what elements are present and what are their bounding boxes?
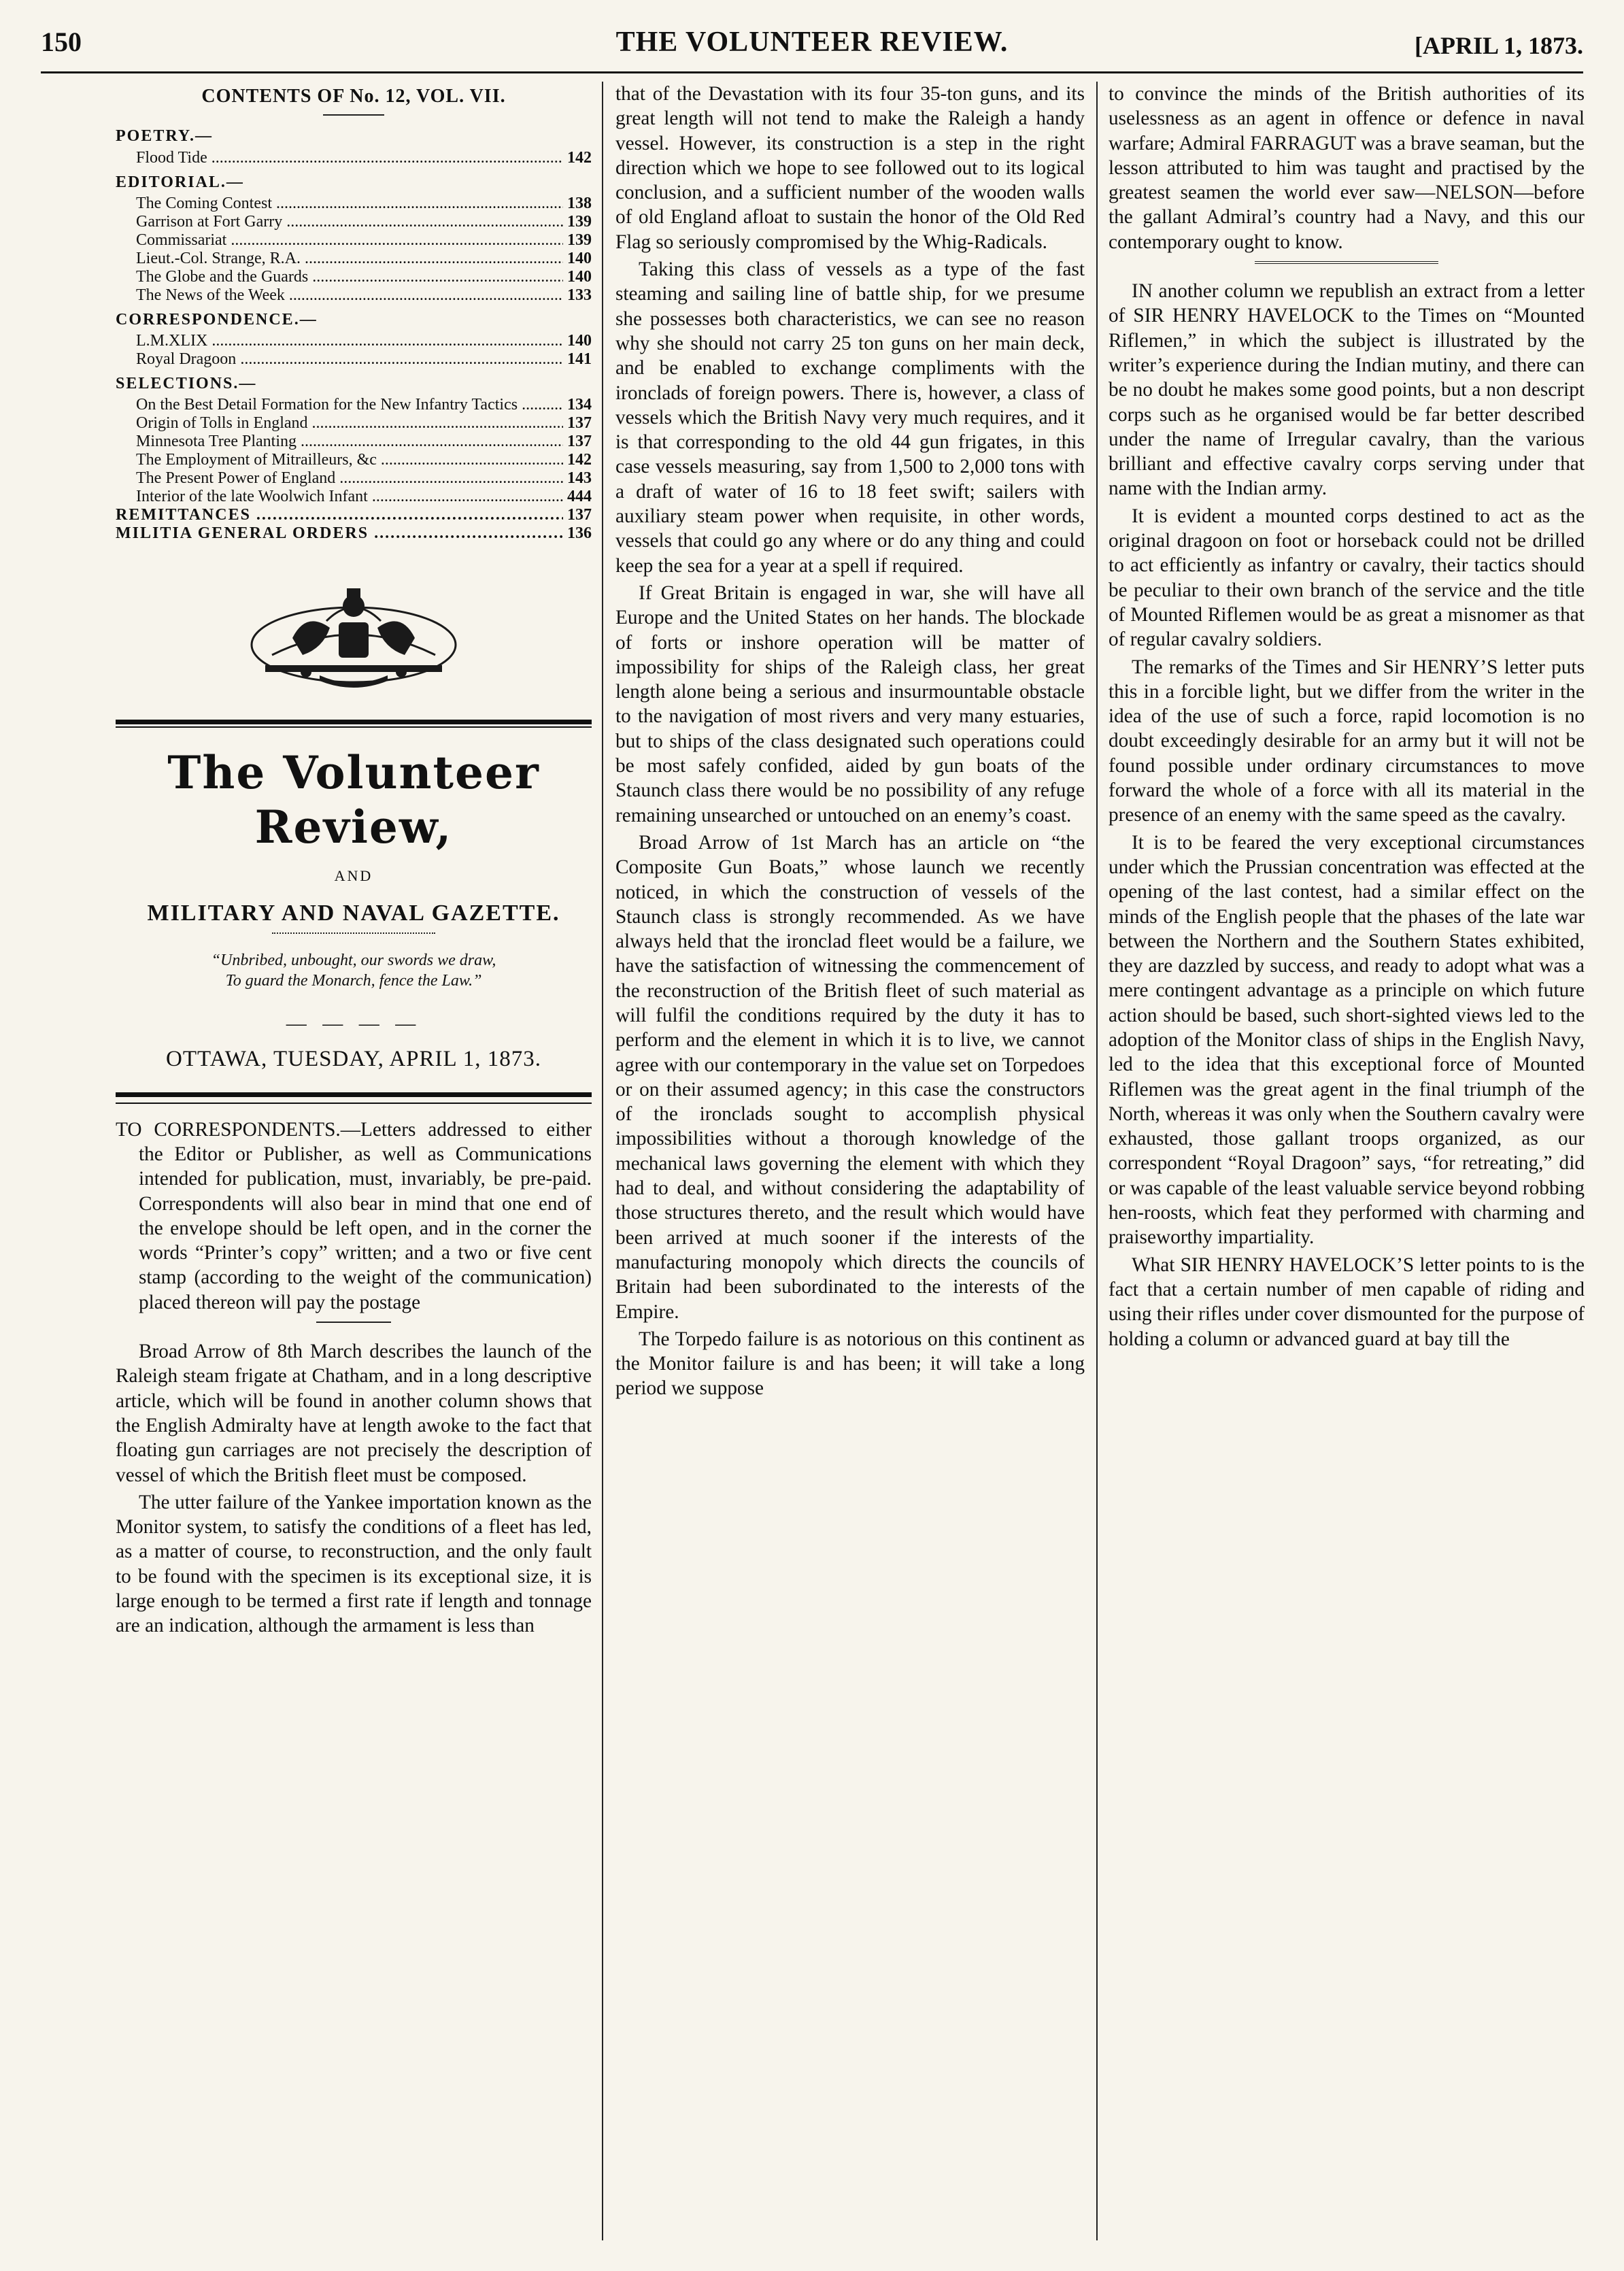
masthead-rule bbox=[116, 720, 592, 724]
contents-item-page: 142 bbox=[567, 148, 592, 167]
contents-item-page: 143 bbox=[567, 469, 592, 488]
contents-item bbox=[116, 195, 592, 213]
contents-section-label: SELECTIONS.— bbox=[116, 375, 257, 393]
contents-item-title: Flood Tide ..... bbox=[136, 149, 563, 167]
article-paragraph: that of the Devastation with its four 35-ton guns, and its great length will not tend to make the Raleigh a handy vessel. However, its construction is a step in the right direction which we hope to see followed out to its logical conclusion, and a sufficient number of the wooden walls of old England afloat to sustain the honor of the Old Red Flag so seriously compromised by the Whig-Radicals. bbox=[615, 83, 1085, 253]
column-2 bbox=[615, 82, 1085, 2244]
header-date: [APRIL 1, 1873. bbox=[1414, 32, 1583, 59]
motto-line-1: “Unbribed, unbought, our swords we draw, bbox=[211, 952, 496, 970]
masthead-title: The Volunteer Review, bbox=[167, 746, 540, 854]
contents-item-page: 137 bbox=[567, 414, 592, 433]
contents-item-page: 139 bbox=[567, 231, 592, 249]
contents-item bbox=[116, 268, 592, 286]
contents-item bbox=[116, 149, 592, 167]
contents-item-page: 138 bbox=[567, 194, 592, 212]
contents-item-page: 141 bbox=[567, 350, 592, 369]
royal-arms-emblem bbox=[224, 573, 483, 692]
motto-line-2: To guard the Monarch, fence the Law.” bbox=[225, 972, 482, 990]
article-paragraph: IN another column we republish an extract from a letter of SIR HENRY HAVELOCK to the Times on “Mounted Riflemen,” in which the subject is illustrated by the writer’s experience during the Indian mutiny, and there can be no doubt he makes some good points, but a non descript corps such as he organised would be far better described under the name of Irregular cavalry, than the various brilliant and effective cavalry corps serving under that name with the Indian army. bbox=[1109, 280, 1585, 500]
page-header bbox=[41, 26, 1583, 73]
contents-item bbox=[116, 451, 592, 469]
contents-title: CONTENTS OF No. 12, VOL. VII. bbox=[201, 86, 506, 107]
contents-item-title: Lieut.-Col. Strange, R.A. ..... bbox=[136, 250, 563, 268]
contents-item bbox=[116, 396, 592, 414]
article-paragraph: Taking this class of vessels as a type of the fast steaming and sailing line of battle ship, for we presume she possesses both characteristics, we can see no reason why she should not carry 25 ton guns on her main deck, and be enabled to exchange compliments with the ironclads of foreign powers. There is, however, a class of vessels which the British Navy very much requires, and it is that corresponding to the old 44 gun frigates, in this case vessels measuring, say from 1,500 to 2,000 tons with a draft of water of 16 to 18 feet swift; sailers with auxiliary steam power when requisite, in other words, vessels that could go any where or do any thing and could keep the sea for a year at a spell if required. bbox=[615, 258, 1085, 577]
contents-item-title: Interior of the late Woolwich Infant ..... bbox=[136, 488, 563, 506]
contents-item-page: 142 bbox=[567, 451, 592, 469]
contents-item-title: On the Best Detail Formation for the New Infantry Tactics ..... bbox=[136, 396, 563, 414]
dash-ornament: — — — — bbox=[286, 1012, 422, 1035]
dateline-rule-thin bbox=[116, 1103, 592, 1104]
contents-item-title: Origin of Tolls in England ..... bbox=[136, 414, 563, 433]
article-paragraph: It is to be feared the very exceptional circumstances under which the Prussian concentration was effected at the opening of the last contest, had a similar effect on the minds of the English people that the phases of the late war between the Northern and the Southern States exhibited, they are dazzled by success, and ready to adopt what was a mere contingent advantage as a principle on which future action should be based, such short-sighted views led to the adoption of the Monitor class of ships in the English Navy, led to the idea that this exceptional force of Mounted Riflemen was the great agent in the final triumph of the North, whereas it was only when the Southern cavalry were exhausted, those gallant troops organized, as our correspondent “Royal Dragoon” says, “for retreating,” did or was capable of the least valuable service beyond robbing hen-roosts, which feat they performed with charming and praiseworthy impartiality. bbox=[1109, 831, 1585, 1249]
contents-section-label: EDITORIAL.— bbox=[116, 173, 244, 191]
contents-item-title: The Globe and the Guards ..... bbox=[136, 268, 563, 286]
contents-item-page: 140 bbox=[567, 249, 592, 267]
article-paragraph: to convince the minds of the British authorities of its uselessness as an agent in offence or defence in naval warfare; Admiral FARRAGUT was a brave seaman, but the lesson attributed to him was taught and practised by the greatest seamen the world ever saw—NELSON—before the gallant Admiral’s country had a Navy, and this our contemporary ought to know. bbox=[1109, 83, 1585, 253]
masthead-motto bbox=[116, 950, 592, 991]
article-paragraph: The utter failure of the Yankee importation known as the Monitor system, to satisfy the conditions of a fleet has led, as a matter of course, to reconstruction, and the only fault to be found with the specimen is its exceptional size, it is large enough to be termed a first rate if length and tonnage are an indication, although the armament is less than bbox=[116, 1491, 592, 1637]
contents-section-label: POETRY.— bbox=[116, 127, 213, 146]
article-paragraph: It is evident a mounted corps destined to act as the original dragoon on foot or horseback could not be drilled to act efficiently as infantry or cavalry, their tactics should be peculiar to their own branch of the service and the title of Mounted Riflemen would be as great a misnomer as that of regular cavalry soldiers. bbox=[1109, 505, 1585, 651]
article-paragraph: Broad Arrow of 8th March describes the launch of the Raleigh steam frigate at Chatham, and in a long descriptive article, which will be found in another column shows that the English Admiralty have at length awoke to the fact that floating gun carriages are not precisely the description of vessel of which the British fleet must be composed. bbox=[116, 1341, 592, 1486]
contents-section-label: MILITIA GENERAL ORDERS ..... bbox=[116, 524, 563, 543]
contents-item-title: The Employment of Mitrailleurs, &c ..... bbox=[136, 451, 563, 469]
article-paragraph: If Great Britain is engaged in war, she will have all Europe and the United States on her hands. The blockade of forts or inshore operation will be matter of impossibility for ships of the Raleigh class, her great length alone being a serious and insurmountable obstacle to the navigation of most rivers and very many estuaries, but to ships of the class designated such operations could be most safely confided, aided by gun boats of the Staunch class there would be no possibility of any refuge remaining unsearched or untouched on an enemy’s coast. bbox=[615, 582, 1085, 826]
contents-item bbox=[116, 414, 592, 433]
contents-list bbox=[116, 124, 592, 543]
contents-section-label: REMITTANCES ..... bbox=[116, 506, 563, 524]
contents-item-page: 444 bbox=[567, 488, 592, 506]
contents-item-title: The News of the Week ..... bbox=[136, 286, 563, 305]
contents-section-row bbox=[116, 524, 592, 543]
contents-item bbox=[116, 433, 592, 451]
contents-item bbox=[116, 286, 592, 305]
header-rule bbox=[41, 71, 1583, 73]
contents-item-title: The Present Power of England ..... bbox=[136, 469, 563, 488]
article-separator bbox=[1255, 261, 1438, 264]
contents-item-page: 137 bbox=[567, 433, 592, 451]
contents-item-page: 134 bbox=[567, 396, 592, 414]
contents-item bbox=[116, 231, 592, 250]
contents-item-page: 140 bbox=[567, 332, 592, 350]
column-rule bbox=[602, 82, 603, 2240]
contents-item bbox=[116, 332, 592, 350]
masthead-and: AND bbox=[334, 867, 373, 885]
column-3 bbox=[1109, 82, 1585, 2244]
contents-item-page: 133 bbox=[567, 286, 592, 304]
contents-item-page: 137 bbox=[567, 506, 592, 524]
contents-item bbox=[116, 350, 592, 369]
contents-item-title: Garrison at Fort Garry ..... bbox=[136, 213, 563, 231]
running-title: THE VOLUNTEER REVIEW. bbox=[615, 27, 1009, 58]
article-paragraph: What SIR HENRY HAVELOCK’S letter points to is the fact that a certain number of men capable of riding and using their rifles under cover dismounted for the purpose of holding a column or advanced guard at bay till the bbox=[1109, 1254, 1585, 1350]
dotted-rule bbox=[272, 932, 435, 934]
masthead-rule-thin bbox=[116, 726, 592, 728]
notice-to-correspondents: TO CORRESPONDENTS.—Letters addressed to either the Editor or Publisher, as well as Communications intended for publication, must, invariably, be pre-paid. Correspondents will also bear in mind that one end of the envelope should be left open, and in the corner the words “Printer’s copy” written; and a two or five cent stamp (according to the weight of the communication) placed thereon will pay the postage bbox=[116, 1118, 592, 1313]
contents-item-title: Royal Dragoon ..... bbox=[136, 350, 563, 369]
article-separator bbox=[316, 1322, 391, 1323]
contents-item-page: 140 bbox=[567, 267, 592, 286]
article-paragraph: The remarks of the Times and Sir HENRY’S letter puts this in a forcible light, but we differ from the writer in the idea of the use of such a force, rapid locomotion is no doubt exceedingly desirable for an army but it will not be found possible under ordinary circumstances to move forward the whole of a force with all its material in the presence of an enemy with the same speed as the cavalry. bbox=[1109, 656, 1585, 826]
dateline: OTTAWA, TUESDAY, APRIL 1, 1873. bbox=[166, 1047, 541, 1072]
contents-item-title: L.M.XLIX ..... bbox=[136, 332, 563, 350]
page-number: 150 bbox=[41, 27, 82, 57]
dateline-rule bbox=[116, 1092, 592, 1097]
column-rule bbox=[1096, 82, 1098, 2240]
masthead-subtitle: MILITARY AND NAVAL GAZETTE. bbox=[147, 900, 560, 926]
contents-item bbox=[116, 213, 592, 231]
contents-item-page: 139 bbox=[567, 212, 592, 231]
contents-section-row bbox=[116, 506, 592, 524]
contents-item bbox=[116, 488, 592, 506]
contents-section-label: CORRESPONDENCE.— bbox=[116, 310, 318, 329]
article-paragraph: Broad Arrow of 1st March has an article on “the Composite Gun Boats,” whose launch we recently noticed, in which the construction of vessels of the Staunch class is strongly recommended. As we have always held that the ironclad fleet would be a failure, we have the satisfaction of witnessing the commencement of the reconstruction of the British fleet of such material as will fulfil the conditions required by the duty it has to perform and the element in which it is to live, we cannot agree with our contemporary in the value set on Torpedoes or on their assumed agency; in this case the constructors of the ironclads sought to accomplish physical impossibilities without a thorough knowledge of the mechanical laws governing the element with which they had to deal, and without considering the adaptability of those structures thereto, and the result which would have been arrived at much sooner if the interests of the manufacturing monopoly which directs the councils of Britain had been subordinated to the interests of the Empire. bbox=[615, 831, 1085, 1323]
contents-item-page: 136 bbox=[567, 524, 592, 543]
contents-divider bbox=[323, 114, 384, 116]
contents-item-title: Minnesota Tree Planting ..... bbox=[136, 433, 563, 451]
contents-item-title: Commissariat ..... bbox=[136, 231, 563, 250]
contents-item bbox=[116, 469, 592, 488]
column-1 bbox=[116, 82, 592, 2244]
article-paragraph: The Torpedo failure is as notorious on this continent as the Monitor failure is and has been; it will take a long period we suppose bbox=[615, 1328, 1085, 1400]
contents-item-title: The Coming Contest ..... bbox=[136, 195, 563, 213]
contents-item bbox=[116, 250, 592, 268]
